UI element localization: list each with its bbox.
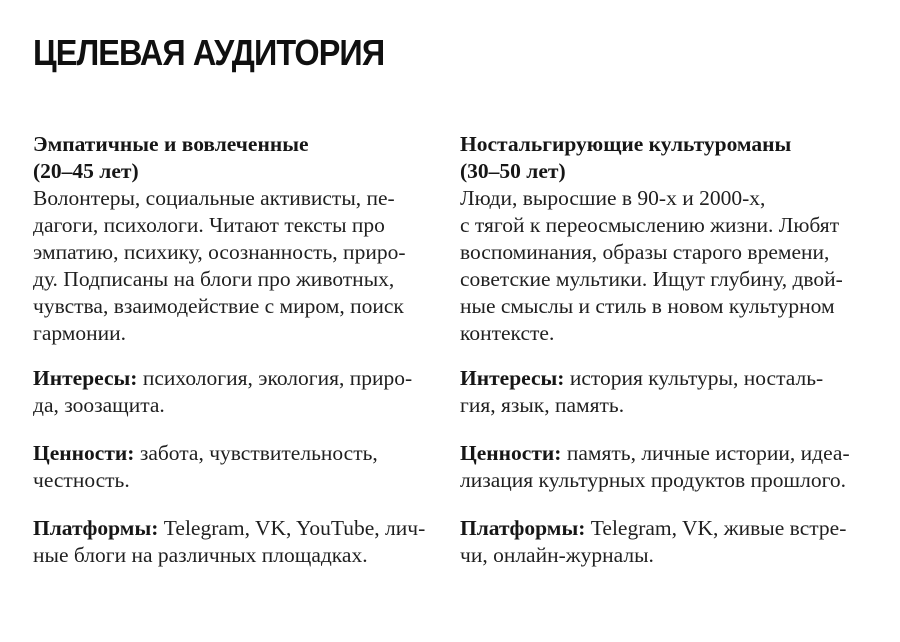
segment-interests (33, 365, 440, 419)
segment-platforms (33, 515, 440, 569)
text-line: лизация культурных продуктов прошлого. (460, 468, 846, 492)
text-line: чи, онлайн-журналы. (460, 543, 654, 567)
segment-name: Эмпатичные и вовлеченные (33, 132, 309, 156)
audience-segment-empathetic (33, 131, 440, 569)
section-label: Ценности: (460, 441, 562, 465)
text-line (33, 515, 440, 542)
text-line: контексте. (460, 321, 555, 345)
text-line: дагоги, психологи. Читают тексты про (33, 213, 385, 237)
segment-age-range: (30–50 лет) (460, 159, 566, 183)
section-text: забота, чувствительность, (139, 441, 378, 465)
text-line: Волонтеры, социальные активисты, пе- (33, 186, 395, 210)
text-line: воспоминания, образы старого времени, (460, 240, 830, 264)
segment-platforms (460, 515, 867, 569)
section-label: Платформы: (33, 516, 159, 540)
segment-values (33, 440, 440, 494)
section-label: Интересы: (33, 366, 138, 390)
segment-name: Ностальгирующие культуроманы (460, 132, 792, 156)
text-line (460, 365, 867, 392)
text-line (33, 365, 440, 392)
section-text: история культуры, носталь- (569, 366, 824, 390)
audience-segment-nostalgic (460, 131, 867, 569)
segment-heading (33, 131, 440, 185)
section-label: Платформы: (460, 516, 586, 540)
text-line: эмпатию, психику, осознанность, приро- (33, 240, 406, 264)
section-text: память, личные истории, идеа- (566, 441, 850, 465)
text-line: Люди, выросшие в 90-х и 2000-х, (460, 186, 766, 210)
page-title: ЦЕЛЕВАЯ АУДИТОРИЯ (33, 32, 385, 73)
text-line: да, зоозащита. (33, 393, 165, 417)
segment-interests (460, 365, 867, 419)
text-line: советские мультики. Ищут глубину, двой- (460, 267, 843, 291)
section-text: Telegram, VK, YouTube, лич- (163, 516, 426, 540)
section-label: Ценности: (33, 441, 135, 465)
text-line: гия, язык, память. (460, 393, 625, 417)
text-line (33, 440, 440, 467)
segment-heading (460, 131, 867, 185)
segment-description (460, 185, 867, 347)
segment-age-range: (20–45 лет) (33, 159, 139, 183)
text-line: ные смыслы и стиль в новом культурном (460, 294, 835, 318)
section-label: Интересы: (460, 366, 565, 390)
text-line (460, 440, 867, 467)
text-line: честность. (33, 468, 130, 492)
text-line: гармонии. (33, 321, 127, 345)
segment-description (33, 185, 440, 347)
text-line: чувства, взаимодействие с миром, поиск (33, 294, 404, 318)
segment-values (460, 440, 867, 494)
text-line: ду. Подписаны на блоги про животных, (33, 267, 395, 291)
text-line: ные блоги на различных площадках. (33, 543, 368, 567)
text-line (460, 515, 867, 542)
text-line: с тягой к переосмыслению жизни. Любят (460, 213, 840, 237)
section-text: психология, экология, приро- (142, 366, 413, 390)
section-text: Telegram, VK, живые встре- (590, 516, 847, 540)
audience-columns (33, 131, 867, 569)
